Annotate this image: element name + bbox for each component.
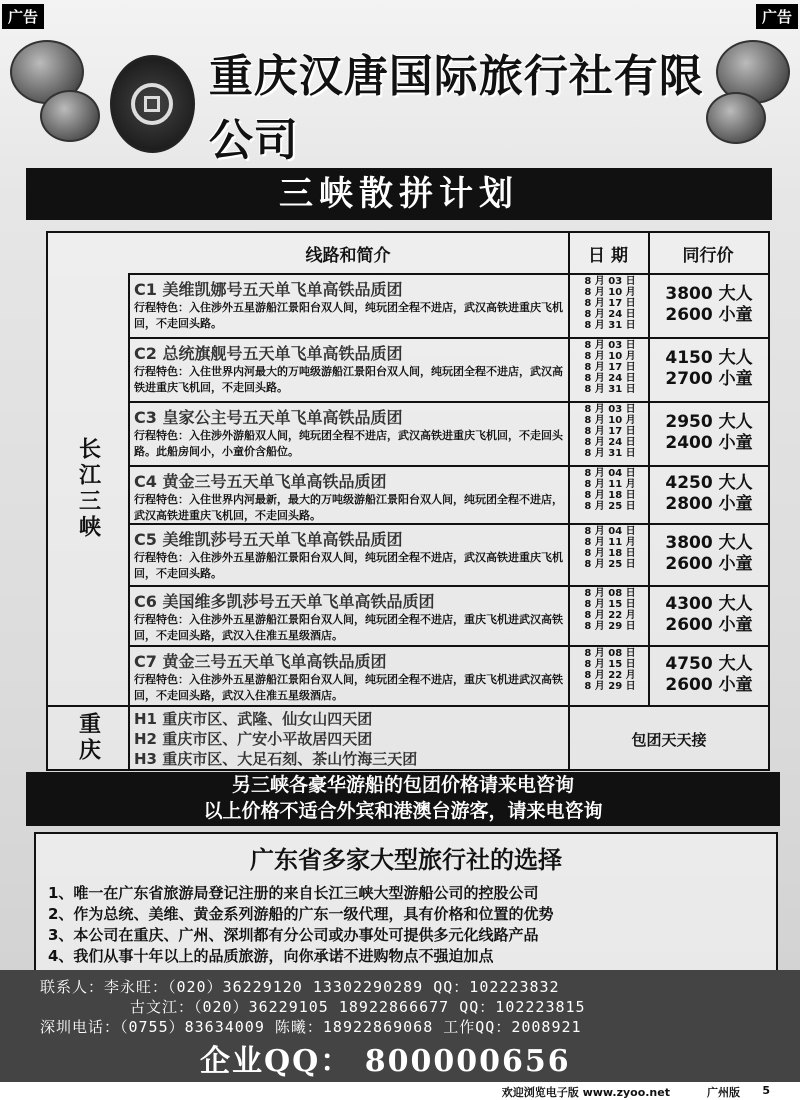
tour-route [134, 405, 564, 460]
chongqing-tour-list [134, 709, 417, 769]
ad-tag-right: 广告 [756, 4, 798, 29]
child-price: 2600 小童 [665, 675, 753, 695]
region-yangtze: 长江三峡 [75, 437, 101, 541]
tour-name: C6 美国维多凯莎号五天单飞单高铁品质团 [134, 592, 435, 611]
coin-icon [131, 83, 173, 125]
notice-banner [26, 772, 780, 826]
adult-price: 3800 大人 [665, 533, 753, 553]
contact-line: 古文江：（020）36229105 18922866677 QQ：102223815 [130, 998, 586, 1016]
tour-desc: 行程特色：入住涉外五星游船江景阳台双人间，纯玩团全程不进店，武汉高铁进重庆飞机回，不走回头路。 [134, 301, 563, 330]
tour-price [650, 412, 768, 454]
tour-date: 8 月 18 日 [584, 548, 636, 559]
header-price: 同行价 [648, 233, 768, 275]
tour-date: 8 月 03 日 [584, 276, 636, 287]
tour-date: 8 月 25 日 [584, 559, 636, 570]
qq-label: 企业QQ： [200, 1044, 353, 1079]
tour-date: 8 月 10 月 [584, 415, 636, 426]
tour-desc: 行程特色：入住涉外五星游船江景阳台双人间，纯玩团全程不进店，重庆飞机进武汉高铁回，不走回头路，武汉入住准五星级酒店。 [134, 673, 563, 702]
tour-name: C4 黄金三号五天单飞单高铁品质团 [134, 472, 387, 491]
contact-panel [0, 970, 800, 1082]
tour-dates [570, 340, 650, 395]
tour-desc: 行程特色：入住世界内河最大的万吨级游船江景阳台双人间，纯玩团全程不进店，武汉高铁进重庆飞机回，不走回头路。 [134, 365, 563, 394]
tour-route [134, 277, 564, 332]
tour-date: 8 月 24 日 [584, 309, 636, 320]
tour-price [650, 284, 768, 326]
tour-desc: 行程特色：入住涉外五星游船江景阳台双人间，纯玩团全程不进店，重庆飞机进武汉高铁回，不走回头路，武汉入住准五星级酒店。 [134, 613, 563, 642]
tour-date: 8 月 15 日 [584, 599, 636, 610]
advantages-title: 广东省多家大型旅行社的选择 [250, 846, 562, 874]
page-number: 5 [762, 1084, 770, 1097]
list-item: H1 重庆市区、武隆、仙女山四天团 [134, 710, 373, 728]
adult-price: 3800 大人 [665, 284, 753, 304]
list-item: 2、作为总统、美维、黄金系列游船的广东一级代理，具有价格和位置的优势 [48, 905, 554, 923]
tour-date: 8 月 08 日 [584, 588, 636, 599]
lantern-icon [40, 90, 100, 142]
tour-table [46, 231, 770, 771]
tour-date: 8 月 22 月 [584, 610, 636, 621]
tour-price [650, 473, 768, 515]
tour-date: 8 月 03 日 [584, 404, 636, 415]
tour-route [134, 341, 564, 396]
tour-date: 8 月 18 日 [584, 490, 636, 501]
contact-line: 深圳电话：（0755）83634009 陈曦：18922869068 工作QQ：2008921 [40, 1018, 582, 1036]
tour-date: 8 月 29 日 [584, 621, 636, 632]
footer-edition: 广州版 [707, 1086, 740, 1099]
tour-date: 8 月 10 月 [584, 287, 636, 298]
child-price: 2600 小童 [665, 305, 753, 325]
company-header [110, 51, 710, 166]
tour-dates [570, 526, 650, 570]
list-item: H2 重庆市区、广安小平故居四天团 [134, 730, 373, 748]
tour-date: 8 月 17 日 [584, 362, 636, 373]
tour-route [134, 589, 564, 644]
notice-line: 另三峡各豪华游船的包团价格请来电咨询 [231, 774, 574, 796]
list-item: 4、我们从事十年以上的品质旅游，向你承诺不进购物点不强迫加点 [48, 947, 494, 965]
ad-tag-left: 广告 [2, 4, 44, 29]
tour-desc: 行程特色：入住涉外游船双人间，纯玩团全程不进店，武汉高铁进重庆飞机回，不走回头路。此船房间小，小童价含船位。 [134, 429, 563, 458]
tour-price [650, 348, 768, 390]
tour-date: 8 月 24 日 [584, 373, 636, 384]
list-item: 1、唯一在广东省旅游局登记注册的来自长江三峡大型游船公司的控股公司 [48, 884, 539, 902]
adult-price: 2950 大人 [665, 412, 753, 432]
tour-price [650, 533, 768, 575]
adult-price: 4750 大人 [665, 654, 753, 674]
company-name: 重庆汉唐国际旅行社有限公司 [208, 51, 704, 166]
child-price: 2700 小童 [665, 369, 753, 389]
tour-date: 8 月 15 日 [584, 659, 636, 670]
tour-route [134, 527, 564, 582]
tour-dates [570, 276, 650, 331]
tour-date: 8 月 04 日 [584, 526, 636, 537]
list-item: 3、本公司在重庆、广州、深圳都有分公司或办事处可提供多元化线路产品 [48, 926, 539, 944]
tour-date: 8 月 17 日 [584, 298, 636, 309]
tour-date: 8 月 25 日 [584, 501, 636, 512]
adult-price: 4150 大人 [665, 348, 753, 368]
company-logo [110, 55, 195, 153]
footer [0, 1082, 800, 1100]
notice-line: 以上价格不适合外宾和港澳台游客，请来电咨询 [203, 800, 603, 822]
enterprise-qq [200, 1036, 571, 1080]
adult-price: 4250 大人 [665, 473, 753, 493]
tour-date: 8 月 31 日 [584, 448, 636, 459]
region-chongqing: 重庆 [75, 712, 101, 764]
tour-date: 8 月 11 月 [584, 479, 636, 490]
page-title: 三峡散拼计划 [26, 168, 772, 220]
tour-price [650, 654, 768, 696]
contact-line: 联系人：李永旺：（020）36229120 13302290289 QQ：102223832 [40, 978, 560, 996]
tour-name: C7 黄金三号五天单飞单高铁品质团 [134, 652, 387, 671]
tour-date: 8 月 10 月 [584, 351, 636, 362]
tour-dates [570, 468, 650, 512]
tour-date: 8 月 24 日 [584, 437, 636, 448]
tour-desc: 行程特色：入住世界内河最新，最大的万吨级游船江景阳台双人间，纯玩团全程不进店，武汉高铁进重庆飞机回，不走回头路。 [134, 493, 563, 522]
child-price: 2400 小童 [665, 433, 753, 453]
adult-price: 4300 大人 [665, 594, 753, 614]
tour-dates [570, 648, 650, 692]
tour-price [650, 594, 768, 636]
tour-date: 8 月 03 日 [584, 340, 636, 351]
tour-name: C3 皇家公主号五天单飞单高铁品质团 [134, 408, 403, 427]
tour-date: 8 月 04 日 [584, 468, 636, 479]
tour-desc: 行程特色：入住涉外五星游船江景阳台双人间，纯玩团全程不进店，武汉高铁进重庆飞机回，不走回头路。 [134, 551, 563, 580]
tour-name: C2 总统旗舰号五天单飞单高铁品质团 [134, 344, 403, 363]
child-price: 2800 小童 [665, 494, 753, 514]
tour-name: C5 美维凯莎号五天单飞单高铁品质团 [134, 530, 403, 549]
tour-dates [570, 404, 650, 459]
tour-route [134, 649, 564, 704]
header-route: 线路和简介 [128, 233, 568, 275]
tour-date: 8 月 11 月 [584, 537, 636, 548]
header-date: 日 期 [568, 233, 648, 275]
tour-name: C1 美维凯娜号五天单飞单高铁品质团 [134, 280, 403, 299]
daily-pickup-note: 包团天天接 [631, 731, 707, 749]
child-price: 2600 小童 [665, 615, 753, 635]
tour-date: 8 月 31 日 [584, 384, 636, 395]
tour-date: 8 月 29 日 [584, 681, 636, 692]
tour-date: 8 月 22 月 [584, 670, 636, 681]
tour-date: 8 月 08 日 [584, 648, 636, 659]
tour-date: 8 月 17 日 [584, 426, 636, 437]
list-item: H3 重庆市区、大足石刻、茶山竹海三天团 [134, 750, 418, 768]
advantages-box [34, 832, 778, 972]
tour-dates [570, 588, 650, 632]
tour-date: 8 月 31 日 [584, 320, 636, 331]
lantern-icon [706, 92, 766, 144]
qq-number: 800000656 [364, 1044, 571, 1079]
footer-text: 欢迎浏览电子版 www.zyoo.net [501, 1086, 670, 1099]
tour-route [134, 469, 564, 524]
child-price: 2600 小童 [665, 554, 753, 574]
